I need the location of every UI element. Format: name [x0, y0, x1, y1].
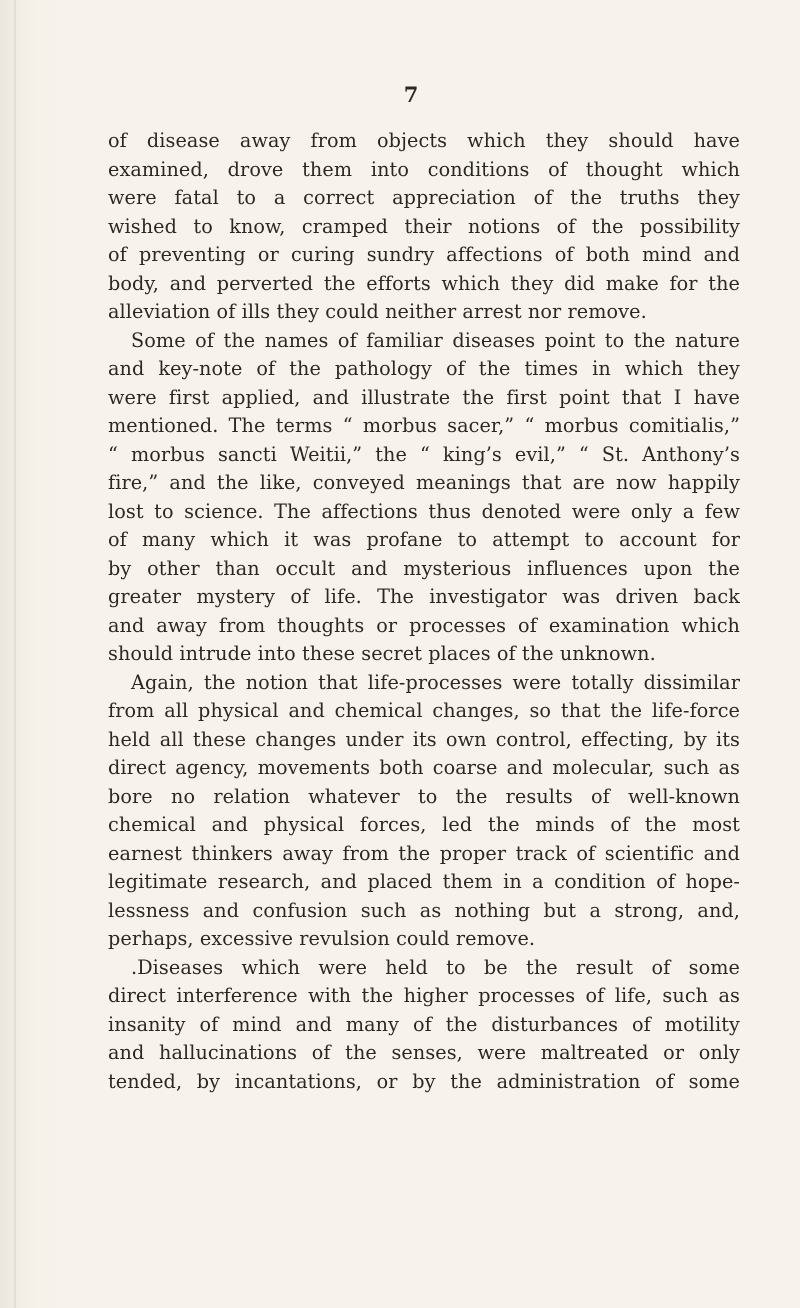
- text-line: examined, drove them into conditions of thought which: [108, 157, 740, 181]
- text-line: direct agency, movements both coarse and molecular, such as: [108, 756, 740, 779]
- text-line: of preventing or curing sundry affections of both mind and: [108, 243, 740, 266]
- text-line: earnest thinkers away from the proper track of scientific and: [108, 841, 740, 865]
- paragraph-start-line: .Diseases which were held to be the result of some: [131, 955, 740, 979]
- text-line: direct interference with the higher processes of life, such as: [108, 984, 740, 1007]
- text-line: greater mystery of life. The investigator was driven back: [108, 585, 740, 608]
- text-line: chemical and physical forces, led the minds of the most: [108, 813, 740, 836]
- text-line: legitimate research, and placed them in a condition of hope-: [108, 870, 740, 893]
- text-line: and away from thoughts or processes of examination which: [108, 613, 740, 637]
- text-line: mentioned. The terms “ morbus sacer,” “ morbus comitialis,”: [108, 414, 740, 437]
- paragraph-start-line: Again, the notion that life-processes were totally dissimilar: [131, 670, 740, 694]
- text-line: were fatal to a correct appreciation of the truths they: [108, 186, 740, 209]
- text-line: fire,” and the like, conveyed meanings that are now happily: [108, 471, 740, 494]
- text-line: tended, by incantations, or by the administration of some: [108, 1069, 740, 1093]
- text-line: and hallucinations of the senses, were maltreated or only: [108, 1041, 740, 1064]
- text-line: alleviation of ills they could neither arrest nor remove.: [108, 300, 647, 323]
- page-gutter: [14, 0, 16, 1308]
- text-line: insanity of mind and many of the disturbances of motility: [108, 1012, 740, 1036]
- text-line: “ morbus sancti Weitii,” the “ king’s evil,” “ St. Anthony’s: [108, 442, 740, 466]
- page-number: 7: [403, 82, 419, 107]
- text-line: by other than occult and mysterious influences upon the: [108, 556, 740, 580]
- text-line: bore no relation whatever to the results of well-known: [108, 784, 740, 808]
- text-line: body, and perverted the efforts which they did make for the: [108, 271, 740, 295]
- paragraph-start-line: Some of the names of familiar diseases point to the nature: [131, 328, 740, 352]
- text-line: from all physical and chemical changes, so that the life-force: [108, 699, 740, 722]
- text-line: held all these changes under its own control, effecting, by its: [108, 727, 740, 751]
- text-line: wished to know, cramped their notions of the possibility: [108, 214, 740, 238]
- text-line: of disease away from objects which they should have: [108, 129, 740, 152]
- text-line: perhaps, excessive revulsion could remove.: [108, 927, 536, 950]
- text-line: were first applied, and illustrate the first point that I have: [108, 385, 740, 409]
- text-line: lost to science. The affections thus denoted were only a few: [108, 499, 740, 523]
- text-line: lessness and confusion such as nothing but a strong, and,: [108, 898, 740, 922]
- body-text: [108, 127, 740, 1096]
- text-line: and key-note of the pathology of the times in which they: [108, 357, 740, 380]
- text-line: of many which it was profane to attempt to account for: [108, 528, 740, 551]
- text-line: should intrude into these secret places of the unknown.: [108, 642, 656, 665]
